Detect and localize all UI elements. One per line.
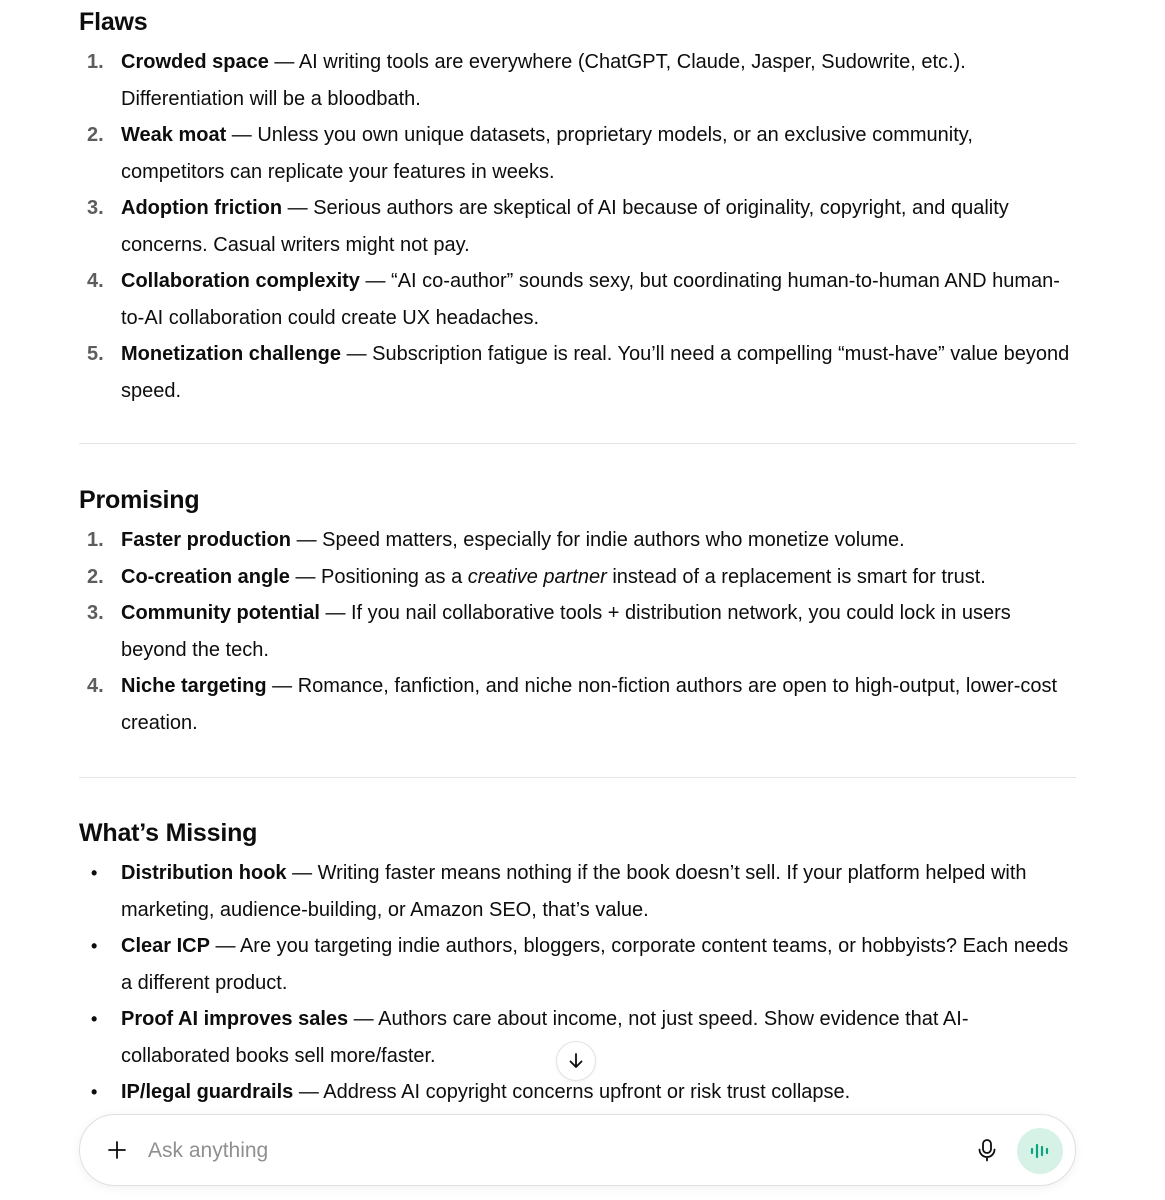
scroll-to-bottom-button[interactable] bbox=[556, 1041, 596, 1081]
list-marker: 1. bbox=[87, 529, 104, 551]
list-item bbox=[79, 928, 1076, 1001]
voice-mode-icon bbox=[1028, 1141, 1052, 1161]
item-description: — Are you targeting indie authors, bloggers, corporate content teams, or hobbyists? Each needs a different product. bbox=[121, 935, 1069, 994]
item-description bbox=[290, 566, 986, 588]
chat-composer bbox=[79, 1114, 1076, 1186]
item-description: — Unless you own unique datasets, proprietary models, or an exclusive community, competitors can replicate your features in weeks. bbox=[121, 124, 973, 183]
item-term: Collaboration complexity bbox=[121, 270, 360, 292]
bullet-marker: • bbox=[91, 1009, 98, 1029]
bullet-marker: • bbox=[91, 863, 98, 883]
section-promising bbox=[79, 482, 1076, 741]
arrow-down-icon bbox=[566, 1051, 586, 1071]
item-description: — AI writing tools are everywhere (ChatGPT, Claude, Jasper, Sudowrite, etc.). Differentiation will be a bloodbath. bbox=[121, 51, 966, 110]
list-item bbox=[79, 522, 1076, 559]
item-term: Proof AI improves sales bbox=[121, 1008, 349, 1030]
section-divider bbox=[79, 443, 1076, 444]
item-term: Weak moat bbox=[121, 124, 227, 146]
item-term: Monetization challenge bbox=[121, 343, 342, 365]
item-description: — “AI co-author” sounds sexy, but coordinating human-to-human AND human-to-AI collaboration could create UX headaches. bbox=[121, 270, 1060, 329]
bullet-marker: • bbox=[91, 1082, 98, 1102]
item-term: Distribution hook bbox=[121, 862, 287, 884]
list-marker: 2. bbox=[87, 124, 104, 146]
list-marker: 4. bbox=[87, 675, 104, 697]
item-term: Niche targeting bbox=[121, 675, 267, 697]
item-description: — If you nail collaborative tools + distribution network, you could lock in users beyond the tech. bbox=[121, 602, 1011, 661]
dictate-button[interactable] bbox=[970, 1133, 1004, 1167]
item-term: Faster production bbox=[121, 529, 292, 551]
item-term: IP/legal guardrails bbox=[121, 1081, 294, 1103]
item-description: — Romance, fanfiction, and niche non-fiction authors are open to high-output, lower-cost creation. bbox=[121, 675, 1058, 734]
list-item bbox=[79, 668, 1076, 741]
item-term: Clear ICP bbox=[121, 935, 210, 957]
list-item bbox=[79, 559, 1076, 596]
list-marker: 3. bbox=[87, 197, 104, 219]
prompt-input[interactable] bbox=[148, 1135, 928, 1167]
list-marker: 2. bbox=[87, 565, 104, 588]
section-divider bbox=[79, 777, 1076, 778]
list-item bbox=[79, 44, 1076, 117]
voice-mode-button[interactable] bbox=[1017, 1128, 1063, 1174]
section-title-flaws: Flaws bbox=[79, 8, 148, 36]
list-item bbox=[79, 117, 1076, 190]
list-item bbox=[79, 190, 1076, 263]
list-item bbox=[79, 595, 1076, 668]
flaws-list bbox=[79, 44, 1076, 409]
add-attachment-button[interactable] bbox=[100, 1133, 134, 1167]
item-description-emphasis: creative partner bbox=[467, 565, 607, 588]
list-marker: 5. bbox=[87, 343, 104, 365]
section-title-promising: Promising bbox=[79, 486, 200, 514]
list-marker: 4. bbox=[87, 270, 104, 292]
item-description: — Subscription fatigue is real. You’ll need a compelling “must-have” value beyond speed. bbox=[121, 343, 1070, 402]
section-flaws bbox=[79, 4, 1076, 409]
section-title-whats-missing: What’s Missing bbox=[79, 819, 258, 847]
item-description: — Authors care about income, not just speed. Show evidence that AI-collaborated books sell more/faster. bbox=[121, 1008, 969, 1067]
item-description-end: instead of a replacement is smart for trust. bbox=[606, 565, 986, 588]
list-marker: 1. bbox=[87, 51, 104, 73]
list-item bbox=[79, 336, 1076, 409]
list-item bbox=[79, 855, 1076, 928]
plus-icon bbox=[106, 1139, 128, 1161]
item-term: Co-creation angle bbox=[121, 565, 290, 588]
promising-list bbox=[79, 522, 1076, 741]
item-description: — Serious authors are skeptical of AI because of originality, copyright, and quality concerns. Casual writers might not pay. bbox=[121, 197, 1009, 256]
item-description-start: — Positioning as a bbox=[289, 565, 468, 588]
microphone-icon bbox=[976, 1138, 998, 1162]
item-term: Community potential bbox=[121, 602, 320, 624]
item-description: — Writing faster means nothing if the book doesn’t sell. If your platform helped with marketing, audience-building, or Amazon SEO, that’s value. bbox=[121, 862, 1027, 921]
item-term: Adoption friction bbox=[121, 197, 283, 219]
item-term: Crowded space bbox=[121, 51, 269, 73]
list-item bbox=[79, 263, 1076, 336]
list-marker: 3. bbox=[87, 602, 104, 624]
item-description: — Address AI copyright concerns upfront or risk trust collapse. bbox=[293, 1081, 851, 1103]
bullet-marker: • bbox=[91, 936, 98, 956]
item-description: — Speed matters, especially for indie authors who monetize volume. bbox=[291, 529, 905, 551]
